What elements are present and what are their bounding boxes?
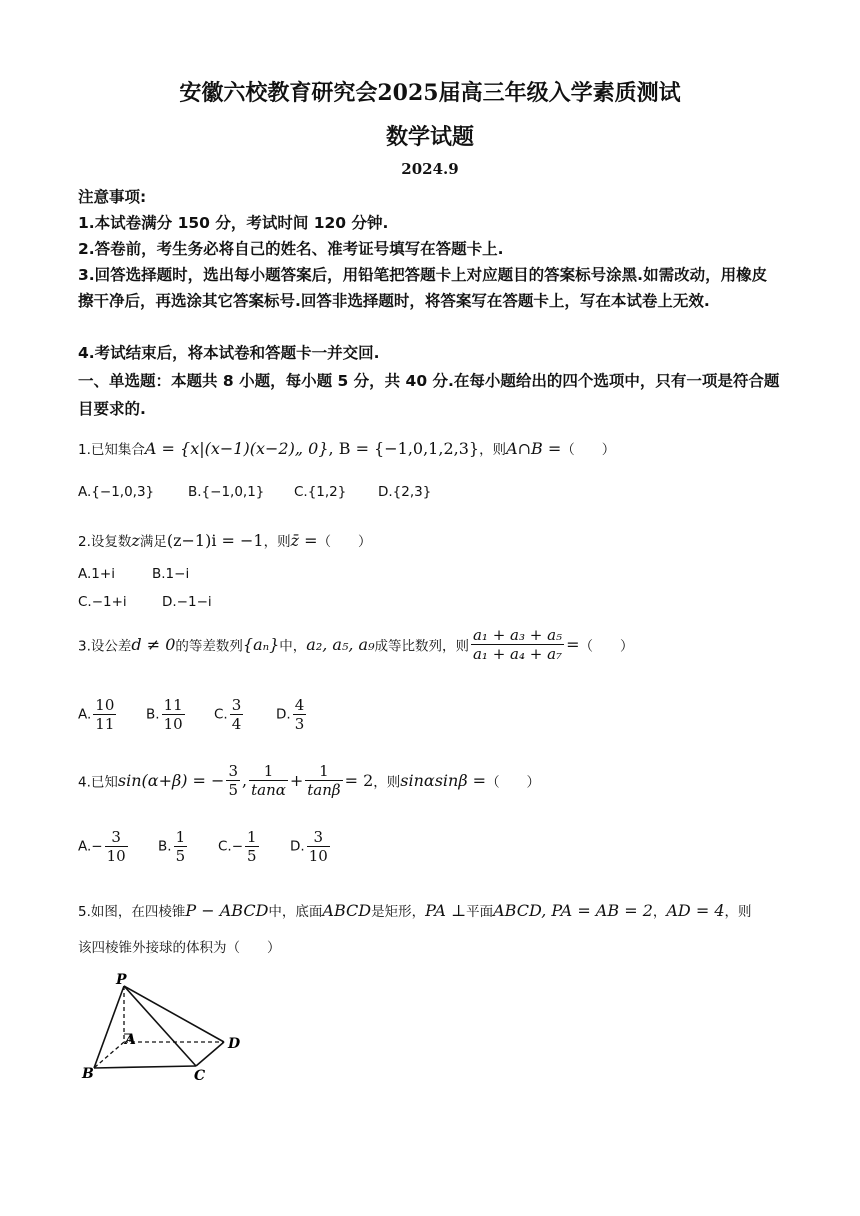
q4-frac-1-den: 5	[228, 781, 238, 799]
q3-option-b	[146, 696, 187, 733]
q4-frac-2	[249, 762, 288, 799]
q5-mid: 中，底面	[268, 904, 323, 920]
q2-prefix: 2.设复数	[78, 534, 132, 550]
q2-option-a: A.1+i	[78, 566, 115, 582]
question-4	[78, 762, 540, 799]
q3-option-b-frac	[162, 696, 185, 733]
q3-option-b-label: B.	[146, 706, 160, 723]
q4-option-d-den: 10	[308, 847, 328, 865]
q5-mid2: 是矩形，	[371, 904, 426, 920]
q4-option-d	[290, 828, 332, 865]
question-1	[78, 438, 615, 458]
q4-option-c-num: 1	[247, 828, 257, 846]
q4-option-b	[158, 828, 189, 865]
q3-mid: 的等差数列	[175, 638, 243, 655]
label-b: B	[82, 1066, 94, 1082]
q3-option-c	[214, 696, 245, 733]
q4-eq2: = 2	[344, 771, 374, 790]
q3-option-c-num: 3	[231, 696, 242, 714]
q4-mid: ，则	[373, 774, 401, 791]
q1-set-b: , B = {−1,0,1,2,3}	[328, 439, 480, 458]
q1-option-b: B.{−1,0,1}	[188, 484, 265, 500]
q5-end: ，则	[724, 904, 752, 920]
q1-expr: A∩B =	[506, 439, 562, 458]
q4-option-b-den: 5	[175, 847, 186, 865]
q2-option-c: C.−1+i	[78, 594, 127, 610]
edge-cd	[196, 1042, 224, 1066]
q1-paren: （ ）	[561, 442, 616, 458]
q3-option-a-num: 10	[95, 696, 115, 714]
q4-option-d-frac	[307, 828, 330, 865]
q3-fraction	[471, 626, 564, 663]
q2-var: z	[131, 531, 140, 550]
q3-seq: {aₙ}	[242, 635, 280, 654]
notice-item-3: 3.回答选择题时，选出每小题答案后，用铅笔把答题卡上对应题目的答案标号涂黑.如需改动，用橡皮擦干净后，再选涂其它答案标号.回答非选择题时，将答案写在答题卡上，写在本试卷上无效.	[78, 266, 768, 310]
q4-option-a-den: 10	[106, 847, 126, 865]
q3-cond: d ≠ 0	[131, 635, 176, 654]
exam-title: 安徽六校教育研究会2025届高三年级入学素质测试	[179, 80, 681, 106]
q4-frac-1-num: 3	[228, 762, 238, 780]
q1-option-d: D.{2,3}	[378, 484, 432, 500]
q4-option-a-frac	[105, 828, 128, 865]
exam-subtitle: 数学试题	[385, 124, 474, 150]
q4-frac-1	[226, 762, 240, 799]
q4-frac-3-num: 1	[319, 762, 329, 780]
section-heading: 一、单选题：本题共 8 小题，每小题 5 分，共 40 分.在每小题给出的四个选项中，只有一项是符合题目要求的.	[78, 372, 780, 418]
label-d: D	[228, 1036, 241, 1052]
q3-terms: a₂, a₅, a₉	[306, 635, 375, 654]
q3-paren: （ ）	[579, 638, 634, 655]
question-3	[78, 626, 633, 663]
q2-option-d: D.−1−i	[162, 594, 212, 610]
q4-comma: ,	[242, 771, 248, 790]
edge-pd	[124, 986, 224, 1042]
question-2	[78, 530, 372, 550]
q4-option-b-label: B.	[158, 838, 172, 855]
notice-item-4: 4.考试结束后，将本试卷和答题卡一并交回.	[78, 344, 380, 362]
q3-option-a-label: A.	[78, 706, 92, 723]
q5-mid3: 平面	[466, 904, 494, 920]
q5-ad: AD = 4	[666, 901, 725, 920]
q3-option-d-den: 3	[294, 715, 305, 733]
notice-item-1: 1.本试卷满分 150 分，考试时间 120 分钟.	[78, 214, 389, 232]
q4-option-b-num: 1	[175, 828, 186, 846]
q1-option-c: C.{1,2}	[294, 484, 347, 500]
q4-frac-3	[305, 762, 342, 799]
q3-option-c-label: C.	[214, 706, 228, 723]
edge-pc	[124, 986, 196, 1066]
q4-option-c	[218, 828, 261, 865]
q3-option-b-den: 10	[163, 715, 183, 733]
label-c: C	[194, 1068, 206, 1084]
q3-option-a	[78, 696, 118, 733]
edge-pb	[94, 986, 124, 1068]
q4-plus: +	[289, 771, 304, 790]
label-a: A	[125, 1032, 136, 1048]
q2-mid2: ，则	[263, 534, 291, 550]
q3-eq: =	[566, 635, 580, 654]
q3-option-d-frac	[293, 696, 307, 733]
q4-prefix: 4.已知	[78, 774, 118, 791]
q4-expr: sinαsinβ =	[400, 771, 487, 790]
q4-option-b-frac	[174, 828, 188, 865]
q3-option-c-den: 4	[231, 715, 242, 733]
question-5	[78, 900, 752, 920]
q2-zbar: z̄ =	[290, 531, 318, 550]
q4-option-a-num: 3	[111, 828, 121, 846]
q1-mid: ，则	[479, 442, 507, 458]
q2-paren: （ ）	[317, 534, 372, 550]
q3-denominator: a₁ + a₄ + a₇	[472, 645, 563, 663]
q3-option-d	[276, 696, 308, 733]
q4-option-a-label: A.−	[78, 838, 103, 855]
label-p: P	[116, 972, 127, 988]
q5-base: ABCD	[322, 901, 372, 920]
q4-frac-2-num: 1	[263, 762, 274, 780]
q3-prefix: 3.设公差	[78, 638, 132, 655]
q4-option-d-label: D.	[290, 838, 305, 855]
q4-option-c-label: C.−	[218, 838, 244, 855]
q1-prefix: 1.已知集合	[78, 442, 145, 458]
q1-option-a: A.{−1,0,3}	[78, 484, 155, 500]
q5-prefix: 5.如图，在四棱锥	[78, 904, 186, 920]
q5-comma: ，	[652, 904, 667, 920]
q4-option-a	[78, 828, 130, 865]
q3-option-a-den: 11	[95, 715, 115, 733]
q3-option-c-frac	[230, 696, 244, 733]
q1-set-a: A = {x|(x−1)(x−2)„ 0}	[144, 439, 329, 458]
q4-sin: sin(α+β) = −	[117, 771, 225, 790]
q4-option-c-den: 5	[247, 847, 257, 865]
q3-mid2: 中，	[279, 638, 307, 655]
q3-mid3: 成等比数列，则	[374, 638, 469, 655]
q2-mid: 满足	[139, 534, 167, 550]
q5-line-2: 该四棱锥外接球的体积为（ ）	[78, 940, 281, 956]
notice-heading: 注意事项:	[78, 188, 147, 206]
edge-bc	[94, 1066, 196, 1068]
q3-numerator: a₁ + a₃ + a₅	[472, 626, 563, 644]
q3-option-b-num: 11	[163, 696, 183, 714]
pyramid-figure	[78, 972, 258, 1084]
q3-option-a-frac	[93, 696, 116, 733]
q4-option-d-num: 3	[313, 828, 323, 846]
q4-frac-3-den: tanβ	[307, 781, 341, 799]
q2-eq: (z−1)i = −1	[166, 531, 264, 550]
q3-option-d-label: D.	[276, 706, 291, 723]
notice-item-2: 2.答卷前，考生务必将自己的姓名、准考证号填写在答题卡上.	[78, 240, 504, 258]
q3-option-d-num: 4	[294, 696, 305, 714]
q4-option-c-frac	[245, 828, 259, 865]
q5-plane: ABCD, PA = AB = 2	[493, 901, 653, 920]
exam-date: 2024.9	[401, 160, 459, 178]
q4-frac-2-den: tanα	[251, 781, 286, 799]
q5-pyramid: P − ABCD	[185, 901, 269, 920]
q2-option-b: B.1−i	[152, 566, 190, 582]
q4-paren: （ ）	[486, 774, 541, 791]
q5-perp: PA ⊥	[425, 901, 467, 920]
